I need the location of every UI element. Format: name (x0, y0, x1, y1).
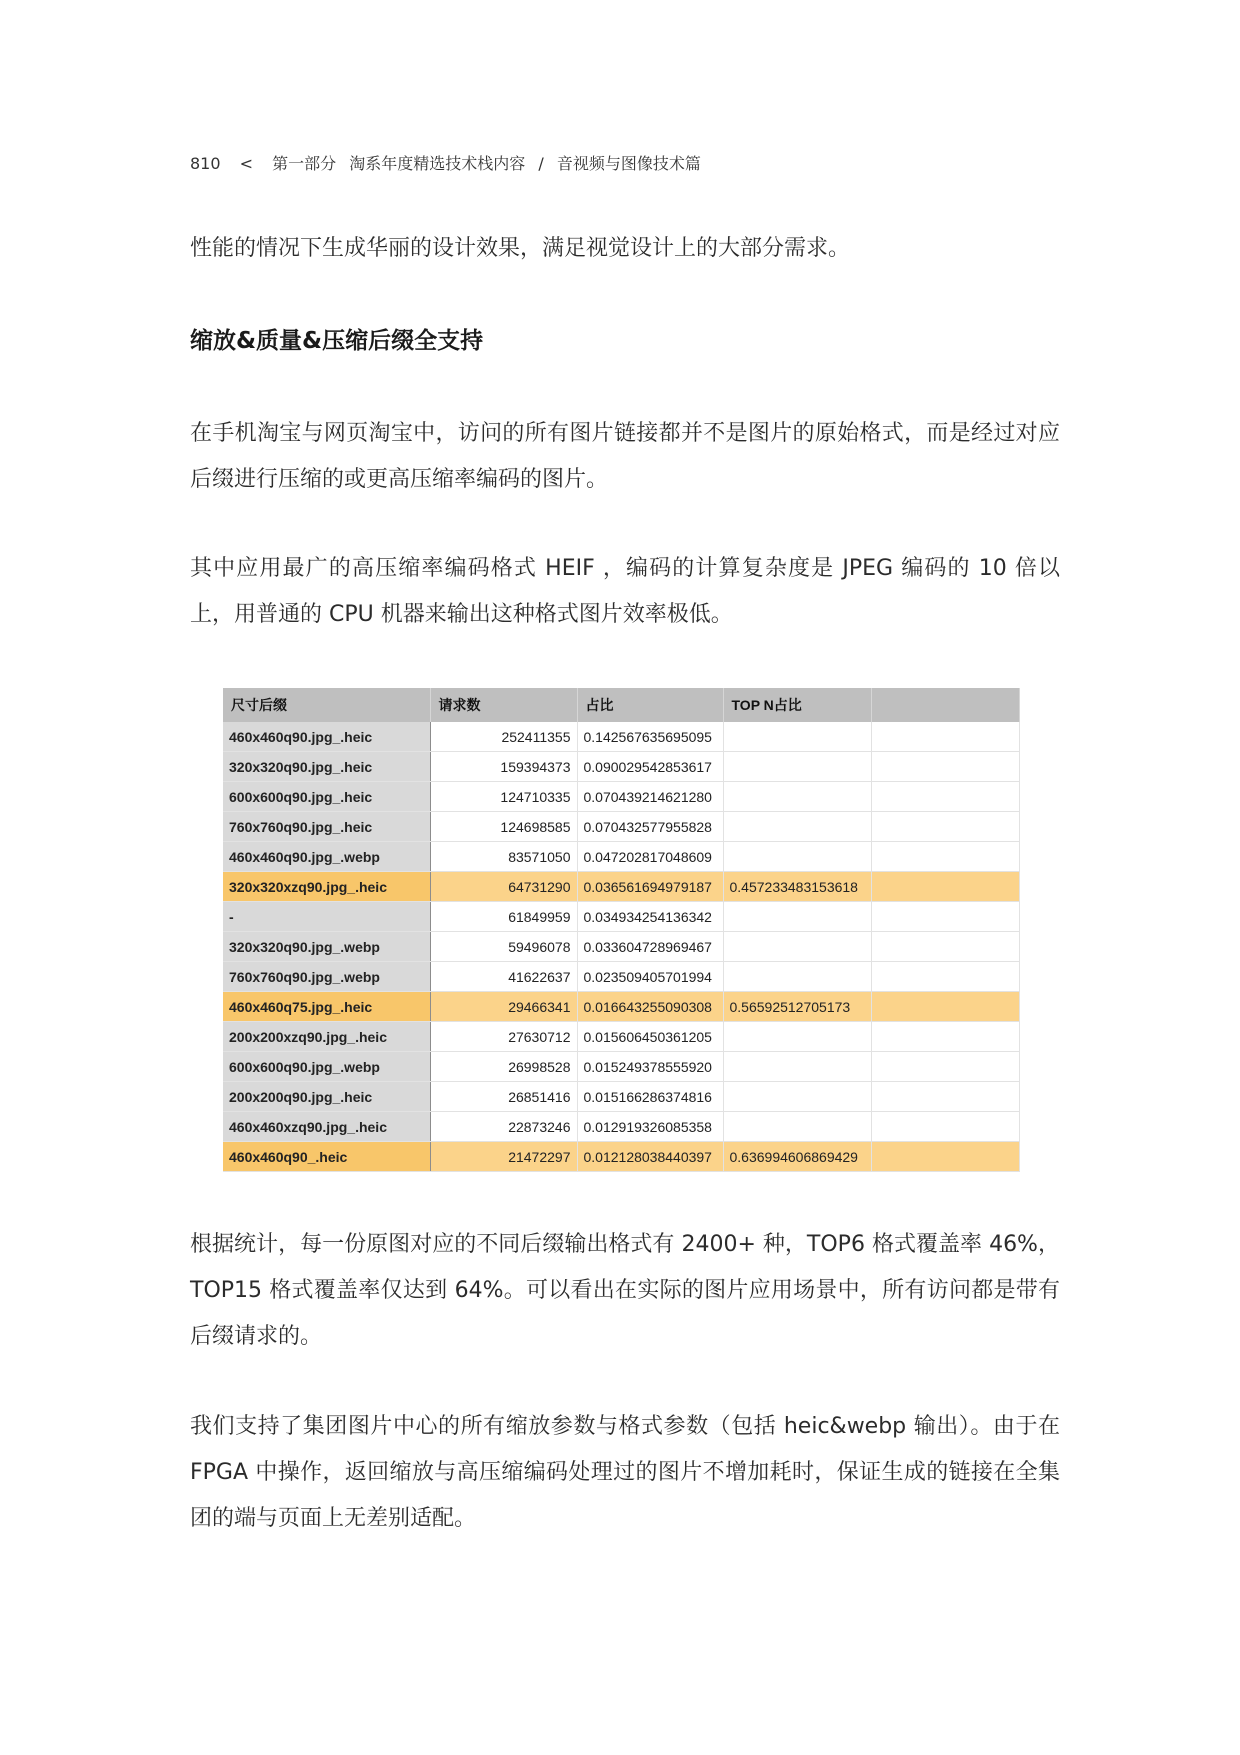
page-header (190, 151, 701, 174)
paragraph-statistics: 根据统计，每一份原图对应的不同后缀输出格式有 2400+ 种，TOP6 格式覆盖率 46%，TOP15 格式覆盖率仅达到 64%。可以看出在实际的图片应用场景中，所有访问都是带有后缀请求的。 (190, 1232, 1060, 1349)
cell-requests: 124698585 (430, 812, 577, 842)
paragraph-intro: 性能的情况下生成华丽的设计效果，满足视觉设计上的大部分需求。 (190, 236, 851, 261)
table-row (223, 812, 1019, 842)
header-separator: < (239, 154, 254, 173)
cell-topn (723, 842, 871, 872)
cell-ratio: 0.015606450361205 (577, 1022, 723, 1052)
cell-ratio: 0.033604728969467 (577, 932, 723, 962)
cell-requests: 83571050 (430, 842, 577, 872)
cell-empty (871, 812, 1019, 842)
cell-suffix: 460x460xzq90.jpg_.heic (223, 1112, 430, 1142)
cell-empty (871, 902, 1019, 932)
cell-topn (723, 1052, 871, 1082)
suffix-stats-table (223, 688, 1020, 1172)
cell-ratio: 0.015166286374816 (577, 1082, 723, 1112)
cell-suffix: 600x600q90.jpg_.webp (223, 1052, 430, 1082)
cell-empty (871, 782, 1019, 812)
table-row (223, 1142, 1019, 1172)
cell-suffix: 320x320q90.jpg_.webp (223, 932, 430, 962)
table-row (223, 752, 1019, 782)
cell-ratio: 0.015249378555920 (577, 1052, 723, 1082)
table-header-row (223, 688, 1019, 722)
cell-topn: 0.457233483153618 (723, 872, 871, 902)
cell-suffix: 460x460q90_.heic (223, 1142, 430, 1172)
section-heading: 缩放&质量&压缩后缀全支持 (190, 328, 484, 354)
cell-requests: 64731290 (430, 872, 577, 902)
paragraph-suffix-formats: 在手机淘宝与网页淘宝中，访问的所有图片链接都并不是图片的原始格式，而是经过对应后缀进行压缩的或更高压缩率编码的图片。 (190, 421, 1060, 492)
cell-topn (723, 1022, 871, 1052)
part-label: 第一部分 (272, 154, 337, 173)
cell-requests: 61849959 (430, 902, 577, 932)
cell-empty (871, 1112, 1019, 1142)
cell-requests: 21472297 (430, 1142, 577, 1172)
cell-topn (723, 1112, 871, 1142)
cell-requests: 59496078 (430, 932, 577, 962)
cell-requests: 26851416 (430, 1082, 577, 1112)
cell-suffix: 760x760q90.jpg_.heic (223, 812, 430, 842)
cell-requests: 41622637 (430, 962, 577, 992)
section-title: 音视频与图像技术篇 (556, 154, 701, 173)
header-slash: / (538, 154, 544, 173)
table-row (223, 1082, 1019, 1112)
column-header-topn: TOP N占比 (723, 688, 871, 722)
cell-topn (723, 812, 871, 842)
cell-ratio: 0.023509405701994 (577, 962, 723, 992)
cell-empty (871, 992, 1019, 1022)
cell-requests: 27630712 (430, 1022, 577, 1052)
table-row (223, 722, 1019, 752)
cell-topn (723, 962, 871, 992)
cell-empty (871, 872, 1019, 902)
cell-suffix: 320x320q90.jpg_.heic (223, 752, 430, 782)
cell-empty (871, 752, 1019, 782)
column-header-requests: 请求数 (430, 688, 577, 722)
cell-ratio: 0.070439214621280 (577, 782, 723, 812)
table-row (223, 1022, 1019, 1052)
table-row (223, 902, 1019, 932)
page-number: 810 (190, 154, 221, 173)
cell-requests: 26998528 (430, 1052, 577, 1082)
cell-ratio: 0.090029542853617 (577, 752, 723, 782)
cell-requests: 124710335 (430, 782, 577, 812)
cell-empty (871, 932, 1019, 962)
cell-suffix: - (223, 902, 430, 932)
suffix-stats-table-wrapper (223, 688, 1019, 1172)
column-header-empty (871, 688, 1019, 722)
cell-empty (871, 1022, 1019, 1052)
cell-suffix: 600x600q90.jpg_.heic (223, 782, 430, 812)
cell-empty (871, 722, 1019, 752)
cell-ratio: 0.012919326085358 (577, 1112, 723, 1142)
cell-ratio: 0.070432577955828 (577, 812, 723, 842)
column-header-ratio: 占比 (577, 688, 723, 722)
cell-requests: 29466341 (430, 992, 577, 1022)
cell-empty (871, 1082, 1019, 1112)
cell-suffix: 460x460q75.jpg_.heic (223, 992, 430, 1022)
table-row (223, 872, 1019, 902)
column-header-suffix: 尺寸后缀 (223, 688, 430, 722)
table-body (223, 722, 1019, 1172)
cell-empty (871, 1052, 1019, 1082)
cell-empty (871, 962, 1019, 992)
table-row (223, 932, 1019, 962)
cell-requests: 22873246 (430, 1112, 577, 1142)
cell-suffix: 760x760q90.jpg_.webp (223, 962, 430, 992)
cell-suffix: 460x460q90.jpg_.heic (223, 722, 430, 752)
table-row (223, 1052, 1019, 1082)
table-row (223, 992, 1019, 1022)
table-row (223, 962, 1019, 992)
cell-topn (723, 782, 871, 812)
cell-ratio: 0.036561694979187 (577, 872, 723, 902)
cell-empty (871, 842, 1019, 872)
cell-suffix: 320x320xzq90.jpg_.heic (223, 872, 430, 902)
cell-suffix: 200x200q90.jpg_.heic (223, 1082, 430, 1112)
cell-ratio: 0.047202817048609 (577, 842, 723, 872)
cell-topn (723, 752, 871, 782)
paragraph-heif: 其中应用最广的高压缩率编码格式 HEIF ，编码的计算复杂度是 JPEG 编码的 10 倍以上，用普通的 CPU 机器来输出这种格式图片效率极低。 (190, 556, 1060, 627)
cell-topn (723, 722, 871, 752)
cell-ratio: 0.034934254136342 (577, 902, 723, 932)
cell-requests: 252411355 (430, 722, 577, 752)
table-row (223, 782, 1019, 812)
cell-suffix: 460x460q90.jpg_.webp (223, 842, 430, 872)
cell-topn: 0.56592512705173 (723, 992, 871, 1022)
cell-suffix: 200x200xzq90.jpg_.heic (223, 1022, 430, 1052)
table-row (223, 842, 1019, 872)
cell-ratio: 0.016643255090308 (577, 992, 723, 1022)
book-title: 淘系年度精选技术栈内容 (349, 154, 526, 173)
cell-topn (723, 1082, 871, 1112)
cell-ratio: 0.142567635695095 (577, 722, 723, 752)
cell-empty (871, 1142, 1019, 1172)
table-row (223, 1112, 1019, 1142)
cell-requests: 159394373 (430, 752, 577, 782)
cell-topn (723, 932, 871, 962)
paragraph-fpga: 我们支持了集团图片中心的所有缩放参数与格式参数（包括 heic&webp 输出）。由于在 FPGA 中操作，返回缩放与高压缩编码处理过的图片不增加耗时，保证生成的链接在全集团的端与页面上无差别适配。 (190, 1414, 1060, 1531)
cell-ratio: 0.012128038440397 (577, 1142, 723, 1172)
cell-topn (723, 902, 871, 932)
cell-topn: 0.636994606869429 (723, 1142, 871, 1172)
